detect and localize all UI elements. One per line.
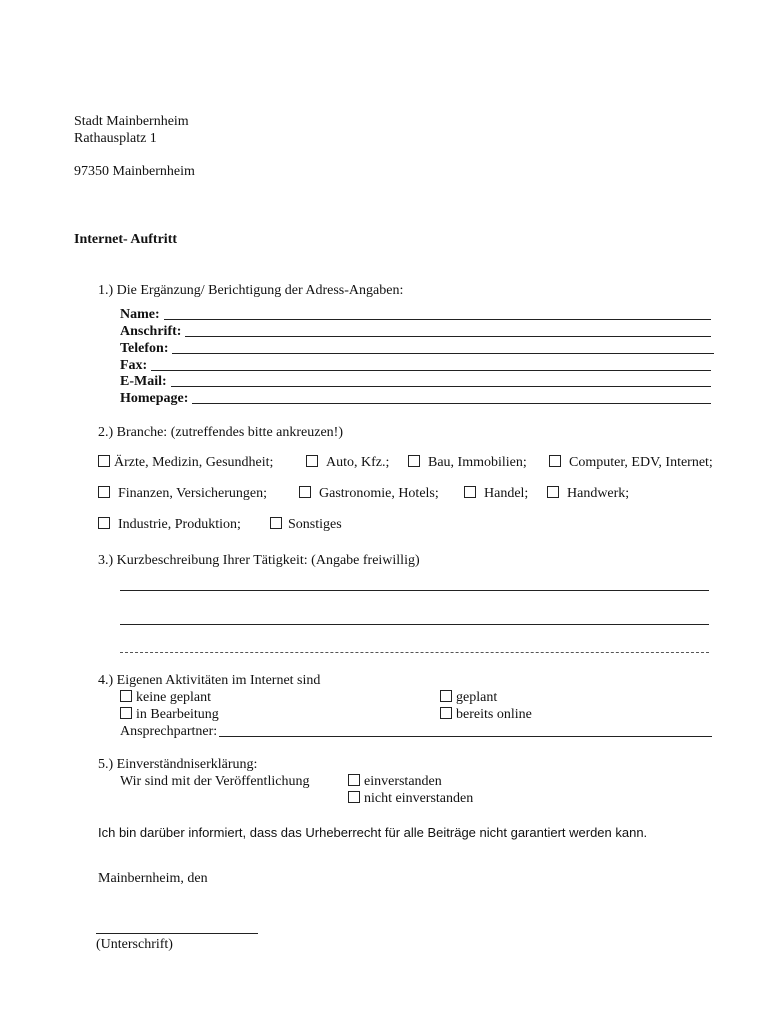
option-sonstiges[interactable]	[270, 516, 342, 533]
option-nicht-einverstanden-label: nicht einverstanden	[364, 791, 474, 806]
option-finanzen-label: Finanzen, Versicherungen;	[118, 486, 268, 501]
option-keine-geplant-label: keine geplant	[136, 690, 212, 705]
copyright-notice: Ich bin darüber informiert, dass das Urheberrecht für alle Beiträge nicht garantiert werden kann.	[98, 825, 648, 840]
option-einverstanden-label: einverstanden	[364, 774, 442, 789]
telefon-label: Telefon:	[120, 341, 169, 356]
option-handel-label: Handel;	[484, 486, 529, 501]
fax-line[interactable]	[151, 370, 711, 371]
checkbox[interactable]	[440, 707, 452, 719]
homepage-field[interactable]	[120, 390, 711, 407]
checkbox[interactable]	[547, 486, 559, 498]
anschrift-label: Anschrift:	[120, 324, 182, 339]
option-aerzte-label: Ärzte, Medizin, Gesundheit;	[114, 455, 274, 470]
description-line-2[interactable]	[120, 624, 709, 625]
option-gastronomie-label: Gastronomie, Hotels;	[319, 486, 439, 501]
place-date: Mainbernheim, den	[98, 871, 208, 886]
option-in-bearbeitung[interactable]	[120, 706, 219, 723]
description-line-3[interactable]	[120, 652, 709, 653]
option-einverstanden[interactable]	[348, 773, 442, 790]
option-in-bearbeitung-label: in Bearbeitung	[136, 707, 219, 722]
option-keine-geplant[interactable]	[120, 689, 211, 706]
fax-label: Fax:	[120, 358, 148, 373]
checkbox[interactable]	[98, 486, 110, 498]
option-gastronomie[interactable]	[299, 485, 439, 502]
option-industrie-label: Industrie, Produktion;	[118, 517, 241, 532]
option-handwerk[interactable]	[547, 485, 629, 502]
anschrift-field[interactable]	[120, 323, 711, 340]
checkbox[interactable]	[348, 774, 360, 786]
checkbox[interactable]	[98, 517, 110, 529]
checkbox[interactable]	[98, 455, 110, 467]
name-field[interactable]	[120, 306, 711, 323]
telefon-field[interactable]	[120, 340, 714, 357]
email-label: E-Mail:	[120, 374, 167, 389]
option-auto-label: Auto, Kfz.;	[326, 455, 390, 470]
name-label: Name:	[120, 307, 160, 322]
section2-heading: 2.) Branche: (zutreffendes bitte ankreuzen!)	[98, 425, 344, 440]
option-bau[interactable]	[408, 454, 527, 471]
signature-line[interactable]	[96, 933, 258, 934]
option-handel[interactable]	[464, 485, 528, 502]
signature-caption: (Unterschrift)	[96, 937, 173, 952]
option-auto[interactable]	[306, 454, 389, 471]
email-line[interactable]	[171, 386, 711, 387]
section4-heading: 4.) Eigenen Aktivitäten im Internet sind	[98, 673, 321, 688]
option-computer[interactable]	[549, 454, 713, 471]
address-line-1: Stadt Mainbernheim	[74, 114, 189, 129]
homepage-line[interactable]	[192, 403, 711, 404]
document-title: Internet- Auftritt	[74, 232, 178, 247]
section5-heading: 5.) Einverständniserklärung:	[98, 757, 258, 772]
ansprechpartner-field[interactable]	[120, 723, 712, 740]
email-field[interactable]	[120, 373, 711, 390]
option-bereits-online[interactable]	[440, 706, 532, 723]
checkbox[interactable]	[464, 486, 476, 498]
option-finanzen[interactable]	[98, 485, 267, 502]
option-computer-label: Computer, EDV, Internet;	[569, 455, 713, 470]
option-nicht-einverstanden[interactable]	[348, 790, 473, 807]
checkbox[interactable]	[120, 707, 132, 719]
ansprechpartner-line[interactable]	[219, 736, 712, 737]
section1-heading: 1.) Die Ergänzung/ Berichtigung der Adress-Angaben:	[98, 283, 404, 298]
checkbox[interactable]	[270, 517, 282, 529]
name-line[interactable]	[164, 319, 711, 320]
consent-statement: Wir sind mit der Veröffentlichung	[120, 774, 310, 789]
fax-field[interactable]	[120, 357, 711, 374]
checkbox[interactable]	[348, 791, 360, 803]
anschrift-line[interactable]	[185, 336, 711, 337]
ansprechpartner-label: Ansprechpartner:	[120, 724, 218, 739]
option-industrie[interactable]	[98, 516, 241, 533]
section3-heading: 3.) Kurzbeschreibung Ihrer Tätigkeit: (Angabe freiwillig)	[98, 553, 420, 568]
checkbox[interactable]	[306, 455, 318, 467]
telefon-line[interactable]	[172, 353, 714, 354]
address-line-2: Rathausplatz 1	[74, 131, 157, 146]
option-bau-label: Bau, Immobilien;	[428, 455, 527, 470]
checkbox[interactable]	[408, 455, 420, 467]
checkbox[interactable]	[120, 690, 132, 702]
address-line-3: 97350 Mainbernheim	[74, 164, 195, 179]
option-geplant-label: geplant	[456, 690, 498, 705]
option-geplant[interactable]	[440, 689, 497, 706]
description-line-1[interactable]	[120, 590, 709, 591]
checkbox[interactable]	[440, 690, 452, 702]
option-bereits-online-label: bereits online	[456, 707, 532, 722]
option-handwerk-label: Handwerk;	[567, 486, 630, 501]
checkbox[interactable]	[299, 486, 311, 498]
option-sonstiges-label: Sonstiges	[288, 517, 342, 532]
option-aerzte[interactable]	[98, 454, 273, 471]
homepage-label: Homepage:	[120, 391, 189, 406]
checkbox[interactable]	[549, 455, 561, 467]
